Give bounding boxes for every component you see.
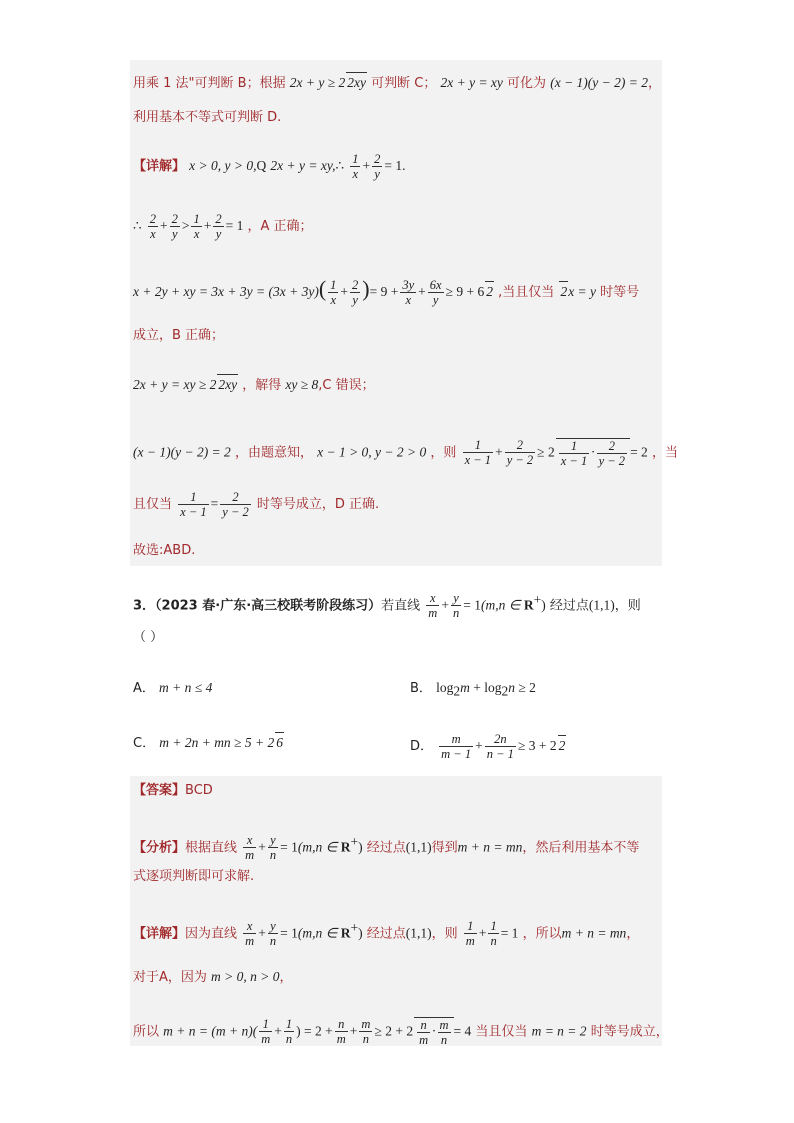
option-c: C． m + 2n + mn ≥ 5 + 2 6 [133, 732, 284, 754]
detail-line-b: x + 2y + xy = 3x + 3y = (3x + 3y)( $\frac{1}{x}$ + $\frac{2}{y}$ )= 9 + $\frac{3y}{x}$ + $\frac{6x}{y}$ ≥ 9 + 6 2 ,当且仅当 2x = y 时等号 [133, 276, 640, 307]
analysis-tail-line-1: 用乘 1 法"可判断 B；根据 2x + y ≥ 2 2xy 可判断 C； 2x + y = xy 可化为 (x − 1)(y − 2) = 2， [133, 72, 661, 94]
detail-line-d: (x − 1)(y − 2) = 2 ，由题意知， x − 1 > 0, y − 2 > 0 ，则 $\frac{1}{x - 1}$ + $\frac{2}{y - 2}$ ≥ 2 $\frac{1}{x - 1}$ · $\frac{2}{y - 2}$ = 2 ，当 [133, 438, 678, 468]
analysis-tail-line-2: 利用基本不等式可判断 D. [133, 110, 282, 125]
option-b: B． $\log_2m + \log_2n \ge 2$ [410, 680, 536, 699]
analysis-line-1: 【分析】根据直线 $\frac{x}{m}$ + $\frac{y}{n}$ = 1(m,n ∈ R+) 经过点(1,1)得到m + n = mn，然后利用基本不等 [133, 833, 640, 863]
detail-line-d2: 且仅当 $\frac{1}{x - 1}$ = $\frac{2}{y - 2}$ 时等号成立，D 正确. [133, 490, 380, 519]
option-a: A． m + n ≤ 4 [133, 680, 213, 696]
detail-line-a: ∴ $\frac{2}{x}$ + $\frac{2}{y}$ > $\frac{1}{x}$ + $\frac{2}{y}$ = 1 ，A 正确； [133, 212, 313, 241]
question-3-stem: 3．（2023 春·广东·高三校联考阶段练习）若直线 $\frac{x}{m}$ + $\frac{y}{n}$ = 1(m,n ∈ R+) 经过点(1,1)，则 [133, 591, 641, 621]
answer-line: 【答案】BCD [133, 783, 213, 798]
detail-line-given: 【详解】 x > 0, y > 0,Q 2x + y = xy,∴ $\frac{1}{x}$ + $\frac{2}{y}$ = 1. [133, 152, 406, 181]
detail-line-c: 2x + y = xy ≥ 2 2xy ，解得 xy ≥ 8,C 错误； [133, 374, 375, 396]
conclusion-line: 故选:ABD. [133, 543, 196, 558]
analysis-line-2: 式逐项判断即可求解. [133, 869, 255, 884]
detail-line-3: 所以 m + n = (m + n)( $\frac{1}{m}$ + $\frac{1}{n}$ ) = 2 + $\frac{n}{m}$ + $\frac{m}{n}$ ≥ 2 + 2 $\frac{n}{m}$ · $\frac{m}{n}$ = 4 当且仅当 m = n = 2 时等号成立， [133, 1017, 669, 1047]
detail-line-2: 对于A，因为 m > 0, n > 0， [133, 969, 293, 985]
answer-band [130, 776, 662, 1046]
detail-line-1: 【详解】因为直线 $\frac{x}{m}$ + $\frac{y}{n}$ = 1(m,n ∈ R+) 经过点(1,1)，则 $\frac{1}{m}$ + $\frac{1}{n}$ = 1 ，所以m + n = mn， [133, 919, 640, 949]
detail-line-b2: 成立，B 正确； [133, 328, 225, 343]
question-3-blank: （ ） [133, 630, 164, 645]
option-d: D． $\frac{m}{m - 1}$ + $\frac{2n}{n - 1}$ ≥ 3 + 2 2 [410, 732, 566, 761]
